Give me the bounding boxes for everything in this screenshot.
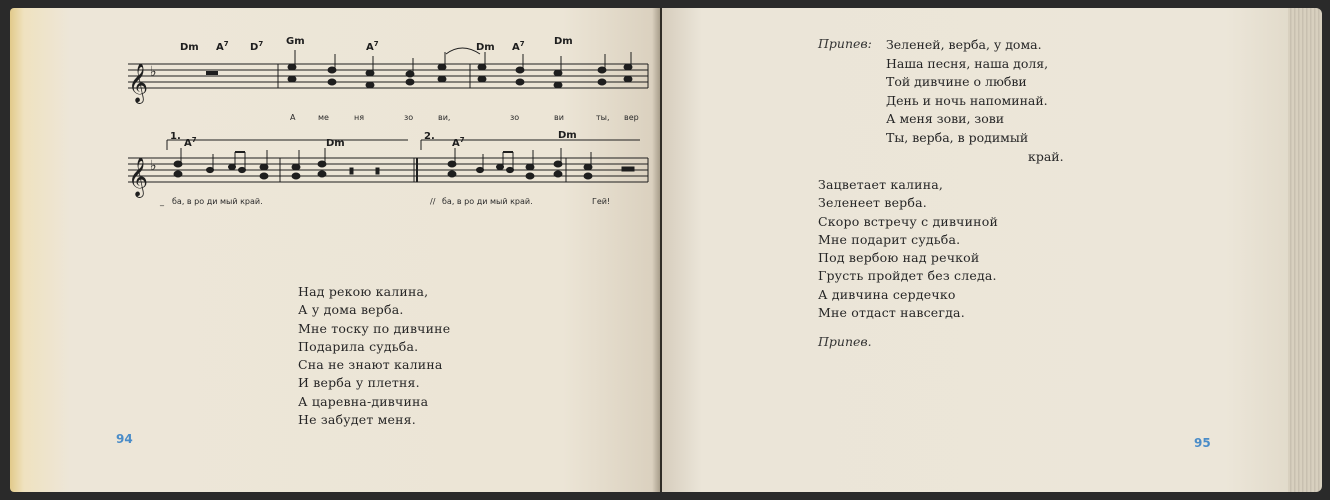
treble-clef-icon: 𝄞 [128,157,149,197]
svg-text:зо: зо [404,113,414,122]
svg-text:Гей!: Гей! [592,197,611,206]
svg-text:ба, в ро ди мый край.: ба, в ро ди мый край. [442,197,533,206]
svg-text:A7: $A^7$ [452,136,465,149]
verse-line: Скоро встречу с дивчиной [818,213,998,229]
svg-text:Gm: Gm [286,36,305,47]
svg-text:D7: $D^7$ [250,40,264,53]
page-number-left: 94 [116,432,133,446]
flat-key-icon: ♭ [150,64,157,80]
chorus-line: Зеленей, верба, у дома. [886,37,1042,52]
chorus-line: День и ночь напоминай. [886,92,1048,108]
svg-text:А: А [290,113,296,122]
staff-2 [128,140,648,182]
staff-1 [128,64,648,88]
svg-text:A7: $A^7$ [366,40,379,53]
verse-line: Грусть пройдет без следа. [818,268,997,284]
verse-line: И верба у плетня. [298,375,420,391]
chorus-line: Ты, верба, в родимый [886,129,1029,145]
svg-text:ты,: ты, [596,113,610,122]
refrain-mark: Припев. [818,334,872,349]
svg-text://: // [430,197,436,206]
verse-line: Мне подарит судьба. [818,231,961,247]
svg-text:Dm: Dm [554,36,573,47]
verse-line: А у дома верба. [298,302,404,318]
svg-text:Dm: Dm [326,138,345,149]
volta-2-label: 2. [424,131,435,142]
rest-icon [206,71,218,75]
verse-line: Над рекою калина, [298,284,429,299]
verse-line: Зеленеет верба. [818,195,927,211]
verse-line: Не забудет меня. [298,412,416,428]
right-page [662,8,1288,492]
verse-line: Подарила судьба. [298,338,419,354]
verse-line: А царевна-дивчина [298,393,429,409]
flat-key-icon: ♭ [150,158,157,174]
verse-1 [298,283,450,429]
chorus-line: Той дивчине о любви [886,74,1027,90]
chorus-line: край. [1028,148,1064,164]
chorus-block [886,36,1064,166]
svg-text:Dm: Dm [476,42,495,53]
svg-text:ня: ня [354,113,365,122]
verse-2 [818,176,998,322]
svg-text:A7: $A^7$ [216,40,229,53]
svg-text:ме: ме [318,113,329,122]
verse-line: Сна не знают калина [298,357,443,373]
sheet-music [10,8,660,238]
lyrics-row-1 [290,113,639,122]
treble-clef-icon: 𝄞 [128,63,149,103]
volta-1-label: 1. [170,131,181,142]
svg-text:ви,: ви, [438,113,451,122]
svg-text:_: _ [160,197,164,206]
svg-text:A7: $A^7$ [512,40,525,53]
page-number-right: 95 [1194,436,1211,450]
verse-line: Под вербою над речкой [818,250,980,266]
svg-text:A7: $A^7$ [184,136,197,149]
svg-text:вер: вер [624,113,639,122]
verse-line: Мне отдаст навсегда. [818,305,965,321]
chorus-label: Припев: [818,36,872,51]
page-edges [1288,8,1322,492]
svg-text:Dm: Dm [558,130,577,141]
verse-line: А дивчина сердечко [818,286,956,302]
left-page [10,8,660,492]
svg-text:Dm: Dm [180,42,199,53]
svg-text:ба, в ро ди мый край.: ба, в ро ди мый край. [172,197,263,206]
lyrics-row-2 [159,197,610,206]
chords-row-1 [180,36,573,53]
tie-icon [446,48,480,54]
chorus-line: А меня зови, зови [886,111,1005,127]
verse-line: Зацветает калина, [818,177,944,192]
chorus-line: Наша песня, наша доля, [886,55,1049,71]
verse-line: Мне тоску по дивчине [298,320,451,336]
svg-text:ви: ви [554,113,564,122]
svg-text:зо: зо [510,113,520,122]
